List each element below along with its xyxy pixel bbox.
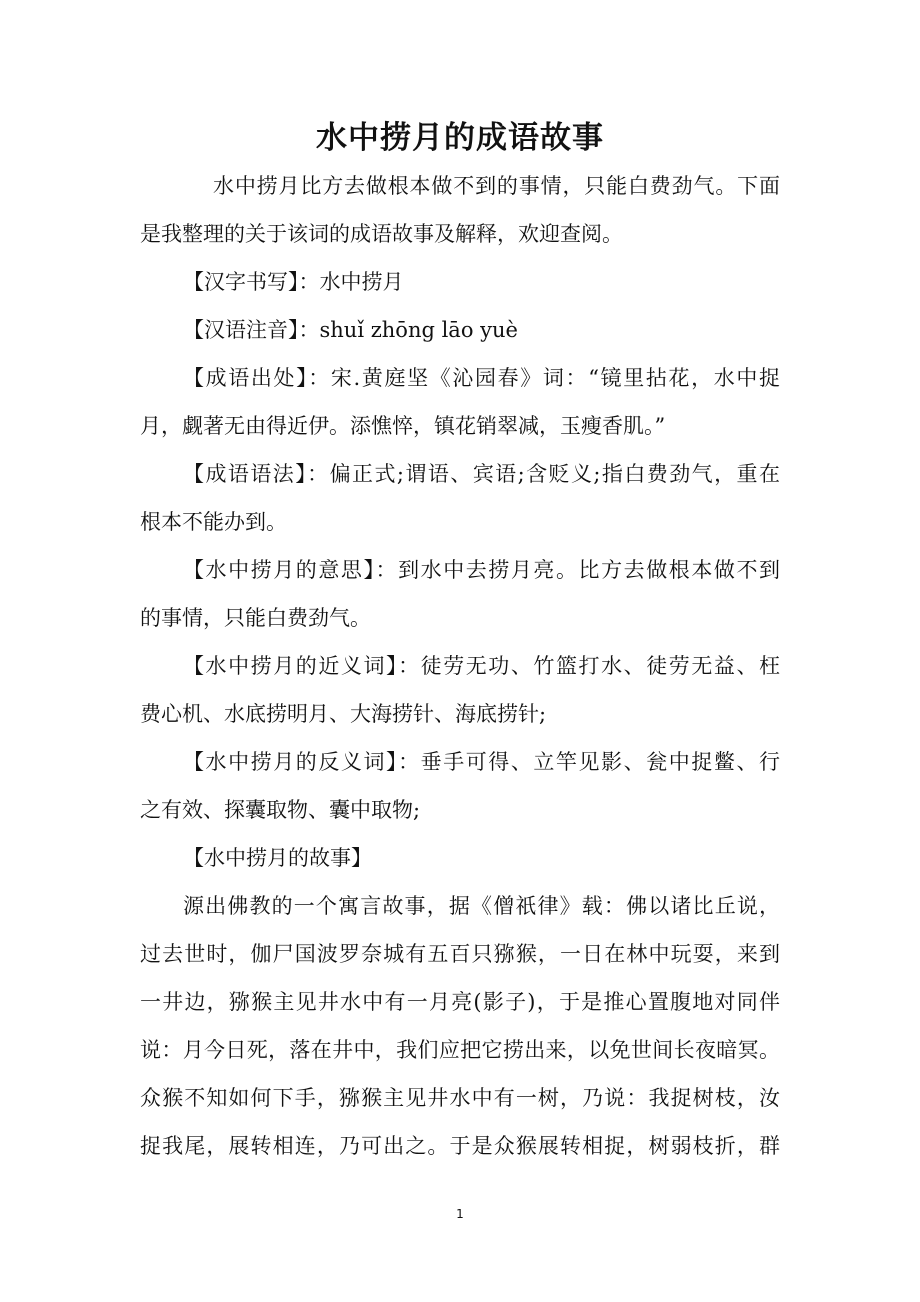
paragraph-line: 源出佛教的一个寓言故事，据《僧祇律》载：佛以诸比丘说， xyxy=(183,894,780,918)
paragraph-line: 【水中捞月的反义词】：垂手可得、立竿见影、瓮中捉鳖、行 xyxy=(183,750,780,774)
paragraph-line: 捉我尾，展转相连，乃可出之。于是众猴展转相捉，树弱枝折，群 xyxy=(140,1134,780,1158)
paragraph-line: 【水中捞月的近义词】：徒劳无功、竹篮打水、徒劳无益、枉 xyxy=(183,654,780,678)
paragraph-line: 【成语出处】：宋.黄庭坚《沁园春》词：“镜里拈花，水中捉 xyxy=(183,366,780,390)
paragraph-line: 【汉字书写】：水中捞月 xyxy=(183,270,404,294)
paragraph-line: 过去世时，伽尸国波罗奈城有五百只猕猴，一日在林中玩耍，来到 xyxy=(140,942,780,966)
page-title: 水中捞月的成语故事 xyxy=(316,120,604,156)
paragraph-line: 【成语语法】：偏正式;谓语、宾语;含贬义;指白费劲气，重在 xyxy=(183,462,780,486)
paragraph-line: 费心机、水底捞明月、大海捞针、海底捞针; xyxy=(140,702,547,726)
paragraph-line: 说：月今日死，落在井中，我们应把它捞出来，以免世间长夜暗冥。 xyxy=(140,1038,780,1062)
section-heading: 【水中捞月的故事】 xyxy=(183,846,372,870)
paragraph-line: 【水中捞月的意思】：到水中去捞月亮。比方去做根本做不到 xyxy=(183,558,780,582)
paragraph-line: 水中捞月比方去做根本做不到的事情，只能白费劲气。下面 xyxy=(213,174,780,198)
paragraph-line: 一井边，猕猴主见井水中有一月亮(影子)，于是推心置腹地对同伴 xyxy=(140,990,780,1014)
paragraph-line: 月，觑著无由得近伊。添憔悴，镇花销翠减，玉瘦香肌。” xyxy=(140,414,666,438)
page-number: 1 xyxy=(456,1207,464,1221)
paragraph-line: 是我整理的关于该词的成语故事及解释，欢迎查阅。 xyxy=(140,222,623,246)
paragraph-line: 根本不能办到。 xyxy=(140,510,287,534)
paragraph-line: 之有效、探囊取物、囊中取物; xyxy=(140,798,421,822)
paragraph-line: 的事情，只能白费劲气。 xyxy=(140,606,371,630)
paragraph-line: 【汉语注音】：shuǐ zhōng lāo yuè xyxy=(183,318,518,342)
paragraph-line: 众猴不知如何下手，猕猴主见井水中有一树，乃说：我捉树枝，汝 xyxy=(140,1086,780,1110)
